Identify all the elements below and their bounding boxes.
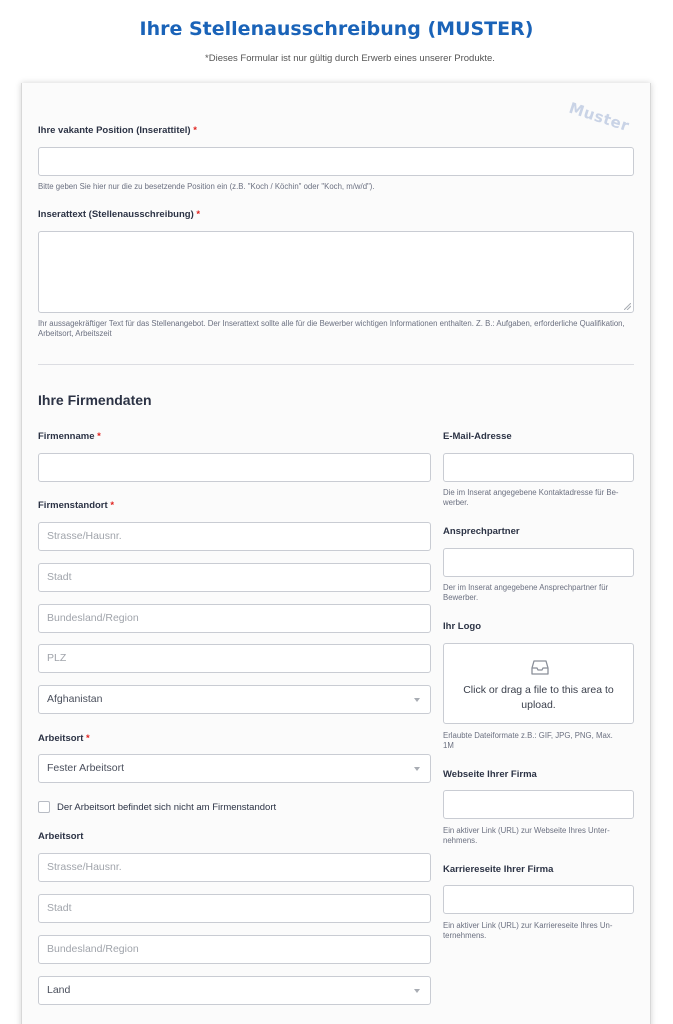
work-country-value: Land (47, 984, 71, 996)
work-address-label: Arbeitsort (38, 831, 84, 842)
contact-label: Ansprechpartner (443, 526, 520, 537)
careers-help-line: ternehmens. (443, 931, 487, 940)
company-name-label-text: Firmenname (38, 431, 95, 442)
required-mark: * (97, 431, 101, 442)
work-city-input[interactable]: Stadt (38, 894, 431, 923)
position-label-text: Ihre vakante Position (Inserattitel) (38, 125, 191, 136)
website-help-line: Ein aktiver Link (URL) zur Webseite Ihres Unter- (443, 826, 610, 835)
contact-help (443, 583, 638, 603)
company-zip-input[interactable]: PLZ (38, 644, 431, 673)
website-label: Webseite Ihrer Firma (443, 769, 537, 780)
logo-upload-area[interactable] (443, 643, 634, 724)
chevron-down-icon (414, 698, 420, 702)
inbox-icon (531, 659, 549, 676)
chevron-down-icon (414, 989, 420, 993)
company-region-input[interactable]: Bundesland/Region (38, 604, 431, 633)
upload-text-line: Click or drag a file to this area to (463, 684, 614, 696)
required-mark: * (196, 209, 201, 220)
contact-help-line: Bewerber. (443, 593, 479, 602)
email-help (443, 488, 638, 508)
company-city-input[interactable]: Stadt (38, 563, 431, 592)
logo-help (443, 731, 638, 751)
website-help-line: nehmens. (443, 836, 478, 845)
watermark: Muster (566, 98, 632, 136)
website-input[interactable] (443, 790, 634, 819)
required-mark: * (86, 733, 90, 744)
website-help (443, 826, 638, 846)
position-input[interactable] (38, 147, 634, 176)
ad-text-textarea[interactable] (38, 231, 634, 313)
contact-help-line: Der im Inserat angegebene Ansprechpartner für (443, 583, 609, 592)
company-street-input[interactable]: Strasse/Hausnr. (38, 522, 431, 551)
company-country-select[interactable] (38, 685, 431, 714)
company-section-title: Ihre Firmendaten (38, 392, 152, 408)
work-place-select[interactable] (38, 754, 431, 783)
different-location-label[interactable]: Der Arbeitsort befindet sich nicht am Firmenstandort (57, 802, 277, 813)
required-mark: * (110, 500, 115, 511)
ad-text-help: Ihr aussagekräftiger Text für das Stellenangebot. Der Inserattext sollte alle für die Bewerber wichtigen Informationen enthalten. Z. B.: Aufgaben, erforderliche Qualifikation, Arbeitsort, Arbeitszeit (38, 319, 625, 338)
position-help: Bitte geben Sie hier nur die zu besetzende Position ein (z.B. "Koch / Köchin" oder "Koch, m/w/d"). (38, 182, 375, 191)
work-place-label-text: Arbeitsort (38, 733, 84, 744)
ad-text-label-text: Inserattext (Stellenausschreibung) (38, 209, 194, 220)
upload-text-line: upload. (521, 699, 556, 711)
company-country-value: Afghanistan (47, 693, 103, 705)
required-mark: * (193, 125, 197, 136)
section-divider (38, 364, 634, 365)
work-place-label (38, 733, 90, 744)
work-region-input[interactable]: Bundesland/Region (38, 935, 431, 964)
company-location-label-text: Firmenstandort (38, 500, 108, 511)
email-input[interactable] (443, 453, 634, 482)
logo-label: Ihr Logo (443, 621, 481, 632)
logo-help-line: Erlaubte Dateiformate z.B.: GIF, JPG, PNG, Max. (443, 731, 613, 740)
email-help-line: Die im Inserat angegebene Kontaktadresse für Be- (443, 488, 619, 497)
upload-text (444, 683, 633, 713)
email-label: E-Mail-Adresse (443, 431, 512, 442)
company-name-input[interactable] (38, 453, 431, 482)
work-place-value: Fester Arbeitsort (47, 762, 125, 774)
logo-help-line: 1M (443, 741, 454, 750)
email-help-line: werber. (443, 498, 469, 507)
company-location-label (38, 500, 114, 511)
careers-input[interactable] (443, 885, 634, 914)
careers-help-line: Ein aktiver Link (URL) zur Karriereseite Ihres Un- (443, 921, 613, 930)
resize-handle-icon[interactable] (624, 303, 631, 310)
careers-label: Karriereseite Ihrer Firma (443, 864, 554, 875)
ad-text-label (38, 209, 200, 220)
work-country-select[interactable] (38, 976, 431, 1005)
different-location-checkbox[interactable] (38, 801, 50, 813)
page-title: Ihre Stellenausschreibung (MUSTER) (139, 18, 534, 40)
contact-input[interactable] (443, 548, 634, 577)
work-street-input[interactable]: Strasse/Hausnr. (38, 853, 431, 882)
company-name-label (38, 431, 101, 442)
careers-help (443, 921, 638, 941)
page-subtitle: *Dieses Formular ist nur gültig durch Erwerb eines unserer Produkte. (205, 53, 495, 64)
position-label (38, 125, 197, 136)
chevron-down-icon (414, 767, 420, 771)
